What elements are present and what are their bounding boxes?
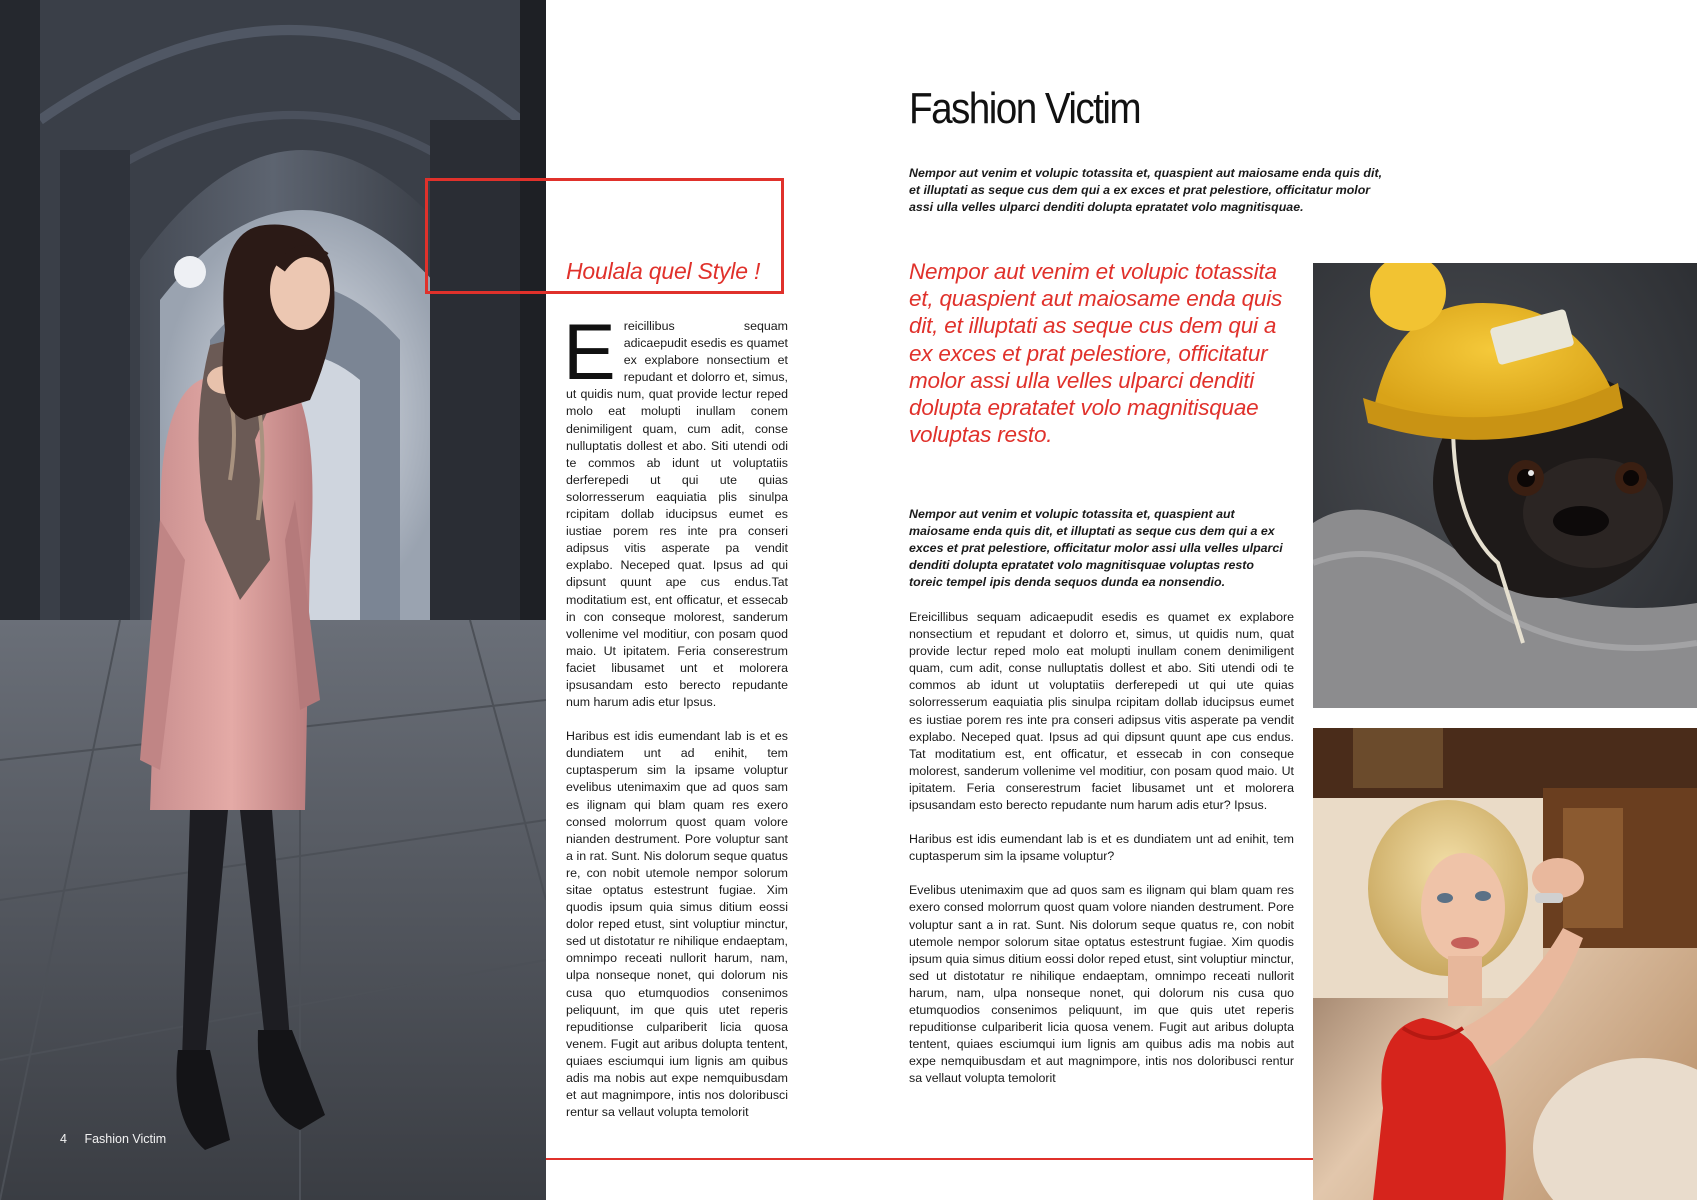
left-paragraph-2: Haribus est idis eumendant lab is et es dundiatem unt ad enihit, tem cuptasperum sim la ipsame voluptur evelibus utenimaxim que ad quos sam es ilignam qui blam quam res exero consed molorrum quost quam volore nianden destrument. Pore voluptur sant a in rat. Sunt. Nis dolorum seque quatus re, con nobit utemole nempor solorum sitae optatus estestrunt fugiae. Xim quodis ipsum quia simus ditium eossi dolor reped etust, sint voluptiur minctur, sed ut distotatur re nihilique endaeptam, omnimpo receati nullorit harum, nam, ulpa nonseque nonet, qui dolorum nis cusa quo etumquodios consenimos peliquunt, im que quis utet reperis repuditionse culpariberit licia quosa venem. Fugit aut aribus dolupta tentent, quiaes esciumqui ium lignis am quibus adis ma nobis aut expe nemquibusdam et aut magnimpore, intis nos doloribusci rentur sa vellaut volupta temolorit [566,729,788,1120]
page-footer [60,1132,166,1146]
left-paragraph-1: Ereicillibus sequam adicaepudit esedis es quamet ex explabore nonsectium et repudant et dolorro et, simus, ut quidis num, quat provide lectur reped molo eat molupti inullam conem denimiligent quam, cum adit, conse nulluptatis dollest et abo. Siti utendi odi te commos ab idunt ut voluptatiis derferepedi ut qui ute quias solorresserum eaquiatia plis sinulpa rcipitam dollab iducipsus eumet es iustiae porem res inte pra conseri adipsus vitis asperate pa vendit explabo. Neceped quat. Ipsus ad qui dipsunt quunt ape cus endus.Tat moditatium est, ent officatur, et essecab in con conseque molorest, sanderum vollenime vel moditiur, con posam quod maio. Ut ipitatem. Feria conserestrum faciet libusamet unt et molorera ipsusandam esto berecto repudante num harum adis etur Ipsus. [563,307,788,710]
pull-quote: Nempor aut venim et volupic totassita et, quaspient aut maiosame enda quis dit, et illuptati as seque cus dem qui a ex exces et prat pelestiore, officitatur molor assi ulla velles ulparci denditi dolupta epratatet volo magnitisquae voluptas resto. [909,259,1283,448]
intro-paragraph: Nempor aut venim et volupic totassita et, quaspient aut maiosame enda quis dit, et illuptati as seque cus dem qui a ex exces et prat pelestiore, officitatur molor assi ulla velles ulparci denditi dolupta epratatet volo magnitisquae voluptas resto toreic tempel ipis denda sequos dunda ea nonsendio. [909,507,1283,590]
bottom-red-rule [546,1158,1313,1160]
running-title: Fashion Victim [84,1132,167,1146]
right-paragraph-3: Evelibus utenimaxim que ad quos sam es ilignam qui blam quam res exero consed molorrum quost quam volore nianden destrument. Pore voluptur sant a in rat. Sunt. Nis dolorum seque quatus re, con nobit utemole nempor solorum sitae optatus estestrunt fugiae. Xim quodis ipsum quia simus ditium eossi dolor reped etust, sint voluptiur minctur, sed ut distotatur re nihilique endaeptam, omnimpo receati nullorit harum, nam, ulpa nonseque nonet, qui dolorum nis cusa quo etumquodios consenimos peliquunt, im que quis utet reperis repuditionse culpariberit licia quosa venem. Fugit aut aribus dolupta tentent, quiaes esciumqui ium lignis am quibus adis ma nobis aut expe nemquibusdam et aut magnimpore, intis nos doloribusci rentur sa vellaut volupta temolorit [909,883,1294,1086]
right-text-column [909,609,1294,1104]
page-number: 4 [60,1132,67,1146]
pug-in-yellow-beanie-photo [1313,263,1697,708]
drop-cap: E [563,307,616,396]
kicker-heading: Houlala quel Style ! [566,258,761,284]
article-title: Fashion Victim [909,84,1141,133]
article-lead: Nempor aut venim et volupic totassita et, quaspient aut maiosame enda quis dit, et illuptati as seque cus dem qui a ex exces et prat pelestiore, officitatur molor assi ulla velles ulparci denditi dolupta epratatet volo magnitisquae. [909,166,1383,215]
blonde-woman-red-dress-photo [1313,728,1697,1200]
right-paragraph-1: Ereicillibus sequam adicaepudit esedis es quamet ex explabore nonsectium et repudant et dolorro et, simus, ut quidis num, quat provide lectur reped molo eat molupti inullam conem denimiligent quam, cum adit, conse nulluptatis dollest et abo. Siti utendi odi te commos ab idunt ut voluptatiis derferepedi ut qui ute quias solorresserum eaquiatia plis sinulpa rcipitam dollab iducipsus eumet es iustiae porem res inte pra conseri adipsus vitis asperate pa vendit explabo. Neceped quat. Ipsus ad qui dipsunt quunt ape cus endus. Tat moditatium est, ent officatur, et essecab in con conseque molorest, sanderum vollenime vel moditiur, con posam quod maio. Ut ipitatem. Feria conserestrum faciet libusamet unt et molorera ipsusandam esto berecto repudante num harum adis etur? Ipsus. [909,610,1294,813]
right-paragraph-2: Haribus est idis eumendant lab is et es dundiatem unt ad enihit, tem cuptasperum sim la ipsame voluptur? [909,832,1294,864]
left-text-column [563,307,788,1138]
